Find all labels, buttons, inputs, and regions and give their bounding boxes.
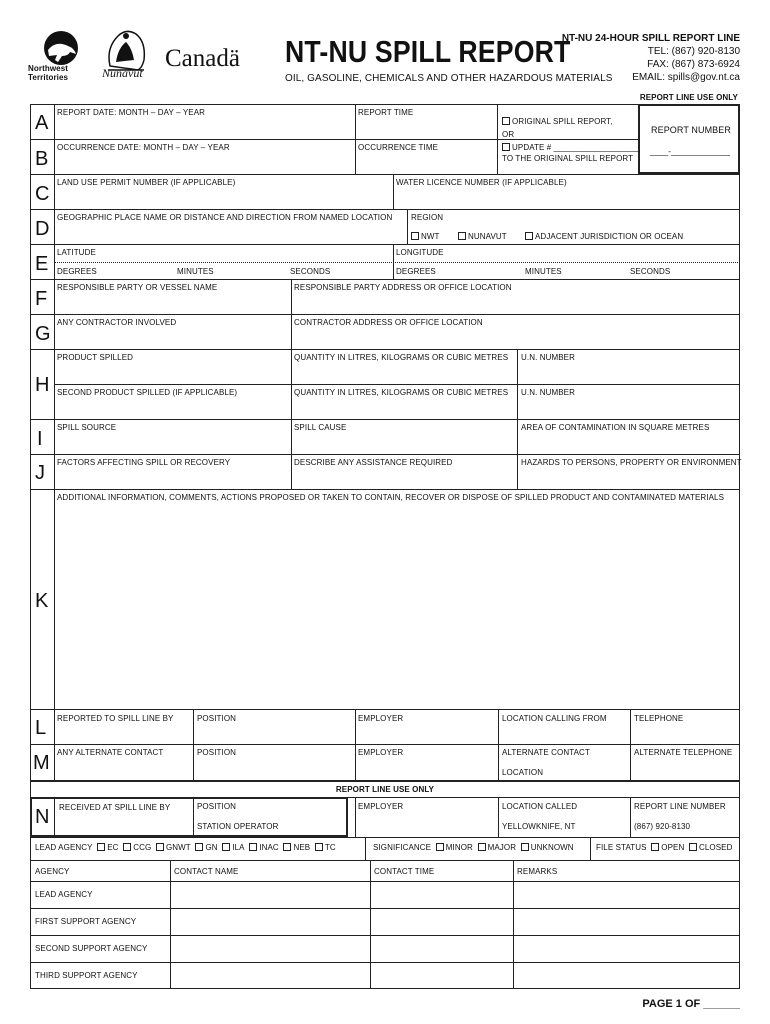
agency-row-second-support: SECOND SUPPORT AGENCY xyxy=(35,944,148,953)
significance-minor[interactable]: MINOR xyxy=(436,843,473,852)
hotline-info xyxy=(562,32,740,84)
to-original-label: TO THE ORIGINAL SPILL REPORT xyxy=(502,154,634,163)
section-letter-n: N xyxy=(35,806,50,828)
n-position-label: POSITION xyxy=(197,802,237,811)
longitude-minutes[interactable]: MINUTES xyxy=(525,267,562,276)
contact-name-col-header: CONTACT NAME xyxy=(174,867,239,876)
water-licence-field[interactable]: WATER LICENCE NUMBER (IF APPLICABLE) xyxy=(396,178,567,187)
geographic-place-field[interactable]: GEOGRAPHIC PLACE NAME OR DISTANCE AND DIRECTION FROM NAMED LOCATION xyxy=(57,213,393,222)
section-letter-l: L xyxy=(35,717,47,739)
spill-cause-field[interactable]: SPILL CAUSE xyxy=(294,423,347,432)
responsible-party-field[interactable]: RESPONSIBLE PARTY OR VESSEL NAME xyxy=(57,283,218,292)
section-letter-c: C xyxy=(35,183,50,205)
un-number-field[interactable]: U.N. NUMBER xyxy=(521,353,575,362)
section-letter-g: G xyxy=(35,323,51,345)
page-title: NT-NU SPILL REPORT xyxy=(285,34,571,69)
significance-unknown[interactable]: UNKNOWN xyxy=(521,843,574,852)
reporter-position-field[interactable]: POSITION xyxy=(197,714,237,723)
station-operator-value: STATION OPERATOR xyxy=(197,822,279,831)
contamination-area-field[interactable]: AREA OF CONTAMINATION IN SQUARE METRES xyxy=(521,423,710,432)
occurrence-time-field[interactable]: OCCURRENCE TIME xyxy=(358,143,439,152)
original-spill-report-option[interactable]: ORIGINAL SPILL REPORT, xyxy=(502,117,613,126)
product-spilled-field[interactable]: PRODUCT SPILLED xyxy=(57,353,134,362)
report-line-section-title: REPORT LINE USE ONLY xyxy=(335,785,435,794)
region-nunavut-option[interactable]: NUNAVUT xyxy=(458,232,507,241)
original-checkbox[interactable] xyxy=(502,117,510,125)
hazards-field[interactable]: HAZARDS TO PERSONS, PROPERTY OR ENVIRONMENT xyxy=(521,458,742,467)
nwt-checkbox[interactable] xyxy=(411,232,419,240)
agency-row-lead: LEAD AGENCY xyxy=(35,890,93,899)
update-checkbox[interactable] xyxy=(502,143,510,151)
second-quantity-field[interactable]: QUANTITY IN LITRES, KILOGRAMS OR CUBIC METRES xyxy=(294,388,509,397)
report-time-field[interactable]: REPORT TIME xyxy=(358,108,414,117)
report-line-number-label: REPORT LINE NUMBER xyxy=(634,802,726,811)
latitude-seconds[interactable]: SECONDS xyxy=(290,267,331,276)
region-label: REGION xyxy=(411,213,444,222)
assistance-field[interactable]: DESCRIBE ANY ASSISTANCE REQUIRED xyxy=(294,458,453,467)
section-letter-a: A xyxy=(35,112,49,134)
latitude-minutes[interactable]: MINUTES xyxy=(177,267,214,276)
second-product-field[interactable]: SECOND PRODUCT SPILLED (IF APPLICABLE) xyxy=(57,388,238,397)
alt-position-field[interactable]: POSITION xyxy=(197,748,237,757)
second-un-number-field[interactable]: U.N. NUMBER xyxy=(521,388,575,397)
nwt-logo-text: Northwest Territories xyxy=(28,64,69,82)
land-use-permit-field[interactable]: LAND USE PERMIT NUMBER (IF APPLICABLE) xyxy=(57,178,236,187)
agency-option-gn[interactable]: GN xyxy=(195,843,217,852)
responsible-address-field[interactable]: RESPONSIBLE PARTY ADDRESS OR OFFICE LOCATION xyxy=(294,283,512,292)
factors-field[interactable]: FACTORS AFFECTING SPILL OR RECOVERY xyxy=(57,458,231,467)
adjacent-checkbox[interactable] xyxy=(525,232,533,240)
section-letter-j: J xyxy=(35,462,45,484)
hotline-title: NT-NU 24-HOUR SPILL REPORT LINE xyxy=(561,33,740,44)
section-letter-b: B xyxy=(35,148,49,170)
reported-by-field[interactable]: REPORTED TO SPILL LINE BY xyxy=(57,714,174,723)
n-employer-field[interactable]: EMPLOYER xyxy=(358,802,404,811)
location-calling-field[interactable]: LOCATION CALLING FROM xyxy=(502,714,607,723)
page-subtitle: OIL, GASOLINE, CHEMICALS AND OTHER HAZARDOUS MATERIALS xyxy=(285,73,613,84)
section-letter-d: D xyxy=(35,218,50,240)
agency-option-ec[interactable]: EC xyxy=(97,843,118,852)
agency-option-neb[interactable]: NEB xyxy=(283,843,310,852)
report-date-field[interactable]: REPORT DATE: MONTH – DAY – YEAR xyxy=(57,108,206,117)
hotline-tel: TEL: (867) 920-8130 xyxy=(647,46,740,57)
remarks-col-header: REMARKS xyxy=(517,867,558,876)
spill-source-field[interactable]: SPILL SOURCE xyxy=(57,423,117,432)
telephone-field[interactable]: TELEPHONE xyxy=(634,714,684,723)
longitude-degrees[interactable]: DEGREES xyxy=(396,267,436,276)
reporter-employer-field[interactable]: EMPLOYER xyxy=(358,714,404,723)
region-adjacent-option[interactable]: ADJACENT JURISDICTION OR OCEAN xyxy=(525,232,683,241)
agency-option-inac[interactable]: INAC xyxy=(249,843,279,852)
alt-location-field[interactable]: LOCATION xyxy=(502,768,544,777)
longitude-seconds[interactable]: SECONDS xyxy=(630,267,671,276)
agency-row-first-support: FIRST SUPPORT AGENCY xyxy=(35,917,137,926)
latitude-label: LATITUDE xyxy=(57,248,96,257)
received-by-field[interactable]: RECEIVED AT SPILL LINE BY xyxy=(59,803,171,812)
report-line-use-only-label: REPORT LINE USE ONLY xyxy=(639,93,738,102)
agency-option-ccg[interactable]: CCG xyxy=(123,843,151,852)
file-status-closed[interactable]: CLOSED xyxy=(689,843,733,852)
latitude-degrees[interactable]: DEGREES xyxy=(57,267,97,276)
agency-row-third-support: THIRD SUPPORT AGENCY xyxy=(35,971,138,980)
hotline-fax: FAX: (867) 873-6924 xyxy=(647,59,740,70)
section-letter-k: K xyxy=(35,590,49,612)
update-option[interactable]: UPDATE # ___________________ xyxy=(502,143,640,152)
lead-agency-label: LEAD AGENCY xyxy=(35,843,93,852)
nunavut-logo-text: Nunavut xyxy=(102,66,143,80)
file-status-label: FILE STATUS xyxy=(596,843,647,852)
alt-contact-field[interactable]: ALTERNATE CONTACT xyxy=(502,748,590,757)
report-number-blank: ____-_____________ xyxy=(650,147,731,156)
alternate-contact-field[interactable]: ANY ALTERNATE CONTACT xyxy=(57,748,164,757)
additional-info-field[interactable]: ADDITIONAL INFORMATION, COMMENTS, ACTIONS PROPOSED OR TAKEN TO CONTAIN, RECOVER OR DISPOSE OF SPILLED PRODUCT AND CONTAMINATED MATERIALS xyxy=(57,493,725,502)
contact-time-col-header: CONTACT TIME xyxy=(374,867,435,876)
file-status-options xyxy=(596,843,732,852)
occurrence-date-field[interactable]: OCCURRENCE DATE: MONTH – DAY – YEAR xyxy=(57,143,230,152)
or-label: OR xyxy=(502,130,515,139)
significance-major[interactable]: MAJOR xyxy=(478,843,517,852)
canada-wordmark: Canadä xyxy=(165,45,240,72)
report-number-label: REPORT NUMBER xyxy=(651,125,731,135)
significance-label: SIGNIFICANCE xyxy=(373,843,432,852)
location-called-label: LOCATION CALLED xyxy=(502,802,578,811)
quantity-field[interactable]: QUANTITY IN LITRES, KILOGRAMS OR CUBIC METRES xyxy=(294,353,509,362)
contractor-address-field[interactable]: CONTRACTOR ADDRESS OR OFFICE LOCATION xyxy=(294,318,483,327)
significance-options xyxy=(373,843,574,852)
region-nwt-option[interactable]: NWT xyxy=(411,232,440,241)
section-letter-h: H xyxy=(35,374,50,396)
nunavut-checkbox[interactable] xyxy=(458,232,466,240)
agency-option-gnwt[interactable]: GNWT xyxy=(156,843,191,852)
contractor-field[interactable]: ANY CONTRACTOR INVOLVED xyxy=(57,318,177,327)
report-line-phone-value: (867) 920-8130 xyxy=(634,822,691,831)
yellowknife-value: YELLOWKNIFE, NT xyxy=(502,822,576,831)
section-letter-m: M xyxy=(33,752,50,774)
report-number-box[interactable] xyxy=(638,104,740,174)
page-number: PAGE 1 OF ______ xyxy=(642,998,740,1010)
agency-col-header: AGENCY xyxy=(35,867,70,876)
section-letter-f: F xyxy=(35,288,48,310)
section-letter-e: E xyxy=(35,253,49,275)
file-status-open[interactable]: OPEN xyxy=(651,843,684,852)
alt-employer-field[interactable]: EMPLOYER xyxy=(358,748,404,757)
agency-option-tc[interactable]: TC xyxy=(315,843,336,852)
alt-telephone-field[interactable]: ALTERNATE TELEPHONE xyxy=(634,748,733,757)
agency-option-ila[interactable]: ILA xyxy=(222,843,244,852)
longitude-label: LONGITUDE xyxy=(396,248,444,257)
hotline-email: EMAIL: spills@gov.nt.ca xyxy=(632,72,740,83)
section-letter-i: I xyxy=(37,428,43,450)
lead-agency-options xyxy=(35,843,336,852)
